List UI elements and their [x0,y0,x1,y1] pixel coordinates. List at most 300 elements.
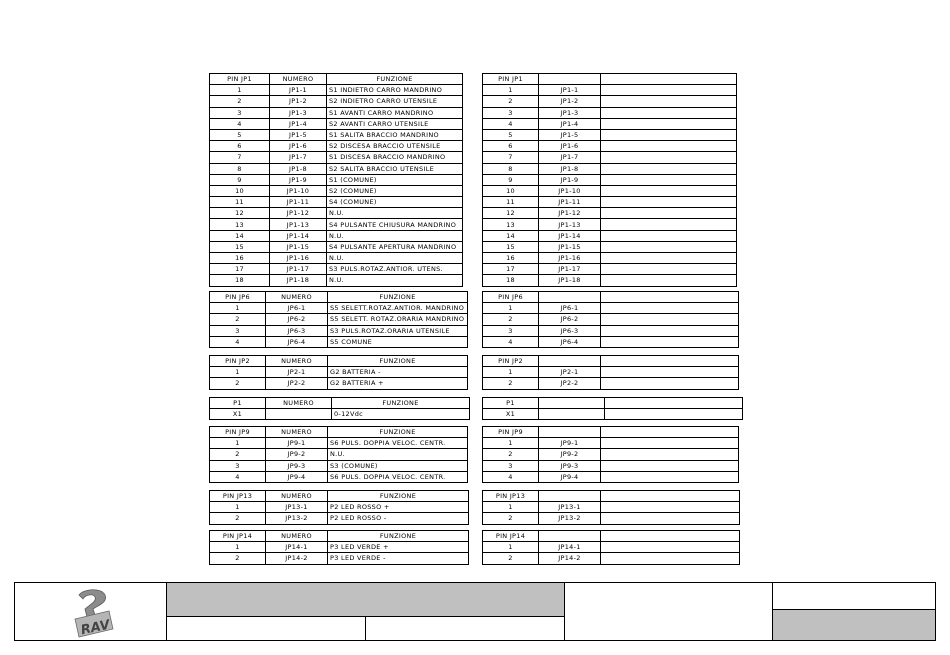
pin-cell: 2 [483,553,539,564]
numero-cell: JP1-5 [270,129,327,140]
numero-cell: JP1-11 [270,197,327,208]
table-header-row [483,292,739,303]
numero-cell: JP1-14 [270,230,327,241]
logo-cell [15,583,167,640]
header-funzione: FUNZIONE [328,491,469,502]
table-row [483,553,740,564]
numero-cell: JP1-16 [539,253,601,264]
pin-cell: 1 [210,438,266,449]
table-header-row [210,398,470,409]
funzione-cell [601,197,737,208]
numero-cell: JP1-8 [539,163,601,174]
table-header-row [483,491,740,502]
numero-cell: JP1-17 [539,264,601,275]
table-row [210,449,468,460]
numero-cell: JP1-15 [539,241,601,252]
funzione-cell [601,253,737,264]
numero-cell: JP1-4 [539,118,601,129]
pin-table [482,291,739,348]
header-numero [539,356,601,367]
pin-cell: 6 [210,141,270,152]
numero-cell: JP1-8 [270,163,327,174]
funzione-cell: S4 PULSANTE APERTURA MANDRINO [327,241,463,252]
header-pin: PIN JP14 [483,531,539,542]
pin-cell: 7 [210,152,270,163]
header-numero: NUMERO [266,292,328,303]
numero-cell: JP9-1 [539,438,601,449]
table-row [483,513,740,524]
funzione-cell [605,409,743,420]
funzione-cell [601,367,739,378]
numero-cell: JP1-10 [539,185,601,196]
funzione-cell: N.U. [327,253,463,264]
funzione-cell [601,152,737,163]
table-row [210,513,469,524]
table-row [483,241,737,252]
table-row [483,303,739,314]
company-logo [15,583,167,640]
table-row [483,502,740,513]
funzione-cell [601,449,739,460]
table-row [210,230,463,241]
pin-table [482,397,743,420]
funzione-cell [601,264,737,275]
table-header-row [483,398,743,409]
header-numero [539,292,601,303]
numero-cell: JP1-2 [539,96,601,107]
table-header-row [483,356,739,367]
pin-cell: 8 [483,163,539,174]
numero-cell: JP6-2 [266,314,328,325]
table-row [210,129,463,140]
pin-cell: 2 [210,96,270,107]
table-row [210,471,468,482]
table-header-row [483,531,740,542]
header-numero [539,491,601,502]
table-row [483,197,737,208]
numero-cell: JP2-1 [539,367,601,378]
table-row [483,185,737,196]
table-row [210,197,463,208]
logo-text: RAV [79,617,112,639]
header-funzione: FUNZIONE [328,427,468,438]
numero-cell: JP9-4 [539,471,601,482]
table-row [210,303,468,314]
table-right-jp6 [482,291,739,348]
pin-cell: 11 [210,197,270,208]
funzione-cell [601,85,737,96]
header-numero [539,74,601,85]
funzione-cell: S4 PULSANTE CHIUSURA MANDRINO [327,219,463,230]
pin-cell: 15 [483,241,539,252]
pin-cell: 17 [483,264,539,275]
table-left-jp9 [209,426,468,483]
pin-table [482,490,740,525]
funzione-cell [601,185,737,196]
pin-cell: 1 [210,85,270,96]
table-header-row [210,531,469,542]
pin-cell: 14 [210,230,270,241]
pin-cell: 4 [210,118,270,129]
header-numero: NUMERO [266,427,328,438]
pin-cell: 4 [210,336,266,347]
funzione-cell: S2 (COMUNE) [327,185,463,196]
numero-cell: JP9-3 [266,460,328,471]
pin-cell: 2 [483,513,539,524]
numero-cell: JP1-9 [270,174,327,185]
funzione-cell [601,513,740,524]
numero-cell: JP6-1 [266,303,328,314]
numero-cell: JP6-3 [266,325,328,336]
numero-cell: JP1-12 [539,208,601,219]
pin-cell: 6 [483,141,539,152]
pin-cell: 18 [483,275,539,286]
header-numero: NUMERO [270,74,327,85]
table-left-jp2 [209,355,468,390]
funzione-cell: S5 SELETT.ROTAZ.ANTIOR. MANDRINO [328,303,468,314]
numero-cell: JP13-2 [539,513,601,524]
numero-cell: JP13-1 [266,502,328,513]
table-row [210,275,463,286]
pin-cell: 12 [210,208,270,219]
pin-cell: 5 [210,129,270,140]
numero-cell: JP2-2 [539,378,601,389]
title-field-sheet [773,583,935,610]
header-funzione: FUNZIONE [327,74,463,85]
numero-cell: JP1-5 [539,129,601,140]
table-row [483,107,737,118]
pin-cell: 2 [483,449,539,460]
pin-table [482,426,739,483]
header-pin: PIN JP9 [483,427,539,438]
table-left-jp6 [209,291,468,348]
numero-cell: JP1-9 [539,174,601,185]
table-row [210,107,463,118]
pin-cell: 2 [210,449,266,460]
table-row [483,230,737,241]
numero-cell: JP14-1 [539,542,601,553]
header-funzione [601,74,737,85]
header-funzione [601,491,740,502]
pin-cell: 4 [483,336,539,347]
pin-cell: 1 [483,367,539,378]
table-row [210,241,463,252]
numero-cell: JP1-4 [270,118,327,129]
numero-cell: JP9-4 [266,471,328,482]
table-row [483,471,739,482]
header-numero [539,531,601,542]
numero-cell: JP6-3 [539,325,601,336]
numero-cell: JP9-3 [539,460,601,471]
pin-cell: 8 [210,163,270,174]
numero-cell: JP1-13 [539,219,601,230]
numero-cell: JP1-6 [270,141,327,152]
table-row [210,378,468,389]
table-row [210,409,470,420]
pin-table [482,73,737,287]
pin-cell: 4 [483,471,539,482]
title-field-sub-right [366,617,565,640]
header-pin: P1 [483,398,539,409]
funzione-cell [601,502,740,513]
header-numero: NUMERO [266,356,328,367]
pin-table [482,355,739,390]
funzione-cell: S3 PULS.ROTAZ.ANTIOR. UTENS. [327,264,463,275]
pin-cell: 2 [210,513,266,524]
table-row [483,409,743,420]
table-right-p1 [482,397,743,420]
pin-cell: 2 [483,314,539,325]
pin-cell: 1 [210,303,266,314]
funzione-cell [601,438,739,449]
pin-cell: 12 [483,208,539,219]
title-field-main [167,583,565,617]
funzione-cell: G2 BATTERIA + [328,378,468,389]
header-pin: PIN JP13 [483,491,539,502]
table-row [483,219,737,230]
numero-cell: JP1-16 [270,253,327,264]
funzione-cell [601,241,737,252]
title-block [14,582,936,641]
pin-cell: 16 [210,253,270,264]
table-row [483,264,737,275]
pin-cell: 1 [210,367,266,378]
table-row [210,85,463,96]
table-row [483,438,739,449]
funzione-cell [601,336,739,347]
table-row [210,96,463,107]
pin-cell: 13 [483,219,539,230]
numero-cell: JP1-18 [539,275,601,286]
funzione-cell [601,325,739,336]
table-row [210,502,469,513]
header-funzione [601,292,739,303]
header-funzione: FUNZIONE [328,531,469,542]
table-row [210,185,463,196]
numero-cell: JP1-17 [270,264,327,275]
table-right-jp13 [482,490,740,525]
funzione-cell [601,542,740,553]
header-pin: PIN JP1 [483,74,539,85]
funzione-cell [601,471,739,482]
funzione-cell [601,553,740,564]
numero-cell: JP1-1 [270,85,327,96]
pin-cell: 7 [483,152,539,163]
table-row [210,141,463,152]
table-header-row [483,74,737,85]
funzione-cell: S2 DISCESA BRACCIO UTENSILE [327,141,463,152]
header-funzione [605,398,743,409]
table-left-p1 [209,397,470,420]
numero-cell [539,409,605,420]
funzione-cell: S2 AVANTI CARRO UTENSILE [327,118,463,129]
pin-cell: 10 [483,185,539,196]
funzione-cell [601,107,737,118]
pin-table [209,291,468,348]
header-funzione [601,356,739,367]
table-row [483,85,737,96]
numero-cell: JP14-1 [266,542,328,553]
pin-cell: 3 [210,460,266,471]
table-row [210,174,463,185]
numero-cell: JP9-2 [539,449,601,460]
funzione-cell: N.U. [327,208,463,219]
funzione-cell [601,230,737,241]
funzione-cell [601,174,737,185]
table-row [483,460,739,471]
numero-cell: JP1-11 [539,197,601,208]
table-header-row [210,427,468,438]
table-row [210,460,468,471]
funzione-cell: 0-12Vdc [332,409,470,420]
funzione-cell: P2 LED ROSSO + [328,502,469,513]
funzione-cell [601,275,737,286]
numero-cell: JP9-2 [266,449,328,460]
pin-cell: 5 [483,129,539,140]
funzione-cell: S6 PULS. DOPPIA VELOC. CENTR. [328,438,468,449]
numero-cell: JP9-1 [266,438,328,449]
funzione-cell: P2 LED ROSSO - [328,513,469,524]
pin-cell: 14 [483,230,539,241]
funzione-cell: P3 LED VERDE - [328,553,469,564]
table-row [483,96,737,107]
header-numero: NUMERO [266,491,328,502]
pin-cell: 1 [210,502,266,513]
numero-cell: JP1-14 [539,230,601,241]
numero-cell: JP1-3 [270,107,327,118]
pin-cell: 4 [210,471,266,482]
numero-cell: JP1-18 [270,275,327,286]
funzione-cell: G2 BATTERIA - [328,367,468,378]
table-header-row [210,356,468,367]
table-right-jp1 [482,73,737,287]
pin-cell: 9 [210,174,270,185]
numero-cell: JP1-7 [270,152,327,163]
pin-cell: 2 [483,96,539,107]
pin-cell: 9 [483,174,539,185]
table-header-row [210,292,468,303]
table-row [210,367,468,378]
funzione-cell: S1 AVANTI CARRO MANDRINO [327,107,463,118]
header-pin: PIN JP6 [483,292,539,303]
funzione-cell: S4 (COMUNE) [327,197,463,208]
header-funzione [601,531,740,542]
pin-cell: 3 [483,460,539,471]
table-row [210,325,468,336]
title-field-code [565,583,773,640]
header-numero [539,398,605,409]
table-right-jp14 [482,530,740,565]
funzione-cell [601,129,737,140]
pin-cell: 3 [483,107,539,118]
table-header-row [210,74,463,85]
table-row [483,542,740,553]
funzione-cell [601,460,739,471]
table-row [210,253,463,264]
header-numero: NUMERO [266,531,328,542]
pin-cell: 2 [483,378,539,389]
funzione-cell: S1 INDIETRO CARRO MANDRINO [327,85,463,96]
numero-cell: JP1-1 [539,85,601,96]
funzione-cell: S1 SALITA BRACCIO MANDRINO [327,129,463,140]
numero-cell: JP1-6 [539,141,601,152]
funzione-cell: S6 PULS. DOPPIA VELOC. CENTR. [328,471,468,482]
pin-table [209,73,463,287]
header-pin: P1 [210,398,266,409]
pin-table [209,355,468,390]
table-row [483,141,737,152]
numero-cell [266,409,332,420]
numero-cell: JP1-10 [270,185,327,196]
table-right-jp9 [482,426,739,483]
table-row [210,118,463,129]
pin-cell: 11 [483,197,539,208]
pin-table [209,530,469,565]
header-numero [539,427,601,438]
pin-cell: 3 [210,107,270,118]
funzione-cell: S5 COMUNE [328,336,468,347]
numero-cell: JP13-2 [266,513,328,524]
pin-cell: 3 [483,325,539,336]
table-row [210,314,468,325]
funzione-cell: N.U. [327,230,463,241]
table-row [210,438,468,449]
numero-cell: JP1-2 [270,96,327,107]
table-row [210,336,468,347]
funzione-cell: S1 DISCESA BRACCIO MANDRINO [327,152,463,163]
numero-cell: JP6-1 [539,303,601,314]
numero-cell: JP2-2 [266,378,328,389]
table-header-row [483,427,739,438]
funzione-cell: S2 INDIETRO CARRO UTENSILE [327,96,463,107]
header-funzione: FUNZIONE [328,292,468,303]
table-row [210,208,463,219]
pin-cell: 4 [483,118,539,129]
pin-cell: 3 [210,325,266,336]
table-right-jp2 [482,355,739,390]
header-pin: PIN JP2 [483,356,539,367]
funzione-cell: S5 SELETT. ROTAZ.ORARIA MANDRINO [328,314,468,325]
table-row [210,553,469,564]
funzione-cell [601,219,737,230]
numero-cell: JP13-1 [539,502,601,513]
table-row [210,264,463,275]
title-field-rev [773,610,935,640]
pin-cell: 17 [210,264,270,275]
numero-cell: JP1-7 [539,152,601,163]
funzione-cell: N.U. [327,275,463,286]
funzione-cell [601,118,737,129]
funzione-cell [601,378,739,389]
pin-cell: 13 [210,219,270,230]
table-row [210,219,463,230]
pin-table [482,530,740,565]
numero-cell: JP6-4 [266,336,328,347]
funzione-cell: S1 (COMUNE) [327,174,463,185]
funzione-cell: S3 (COMUNE) [328,460,468,471]
table-row [483,208,737,219]
pin-cell: 1 [483,303,539,314]
table-left-jp1 [209,73,463,287]
funzione-cell: S3 PULS.ROTAZ.ORARIA UTENSILE [328,325,468,336]
numero-cell: JP1-12 [270,208,327,219]
table-left-jp13 [209,490,469,525]
numero-cell: JP2-1 [266,367,328,378]
numero-cell: JP1-3 [539,107,601,118]
table-row [483,325,739,336]
pin-cell: 2 [210,314,266,325]
funzione-cell: N.U. [328,449,468,460]
